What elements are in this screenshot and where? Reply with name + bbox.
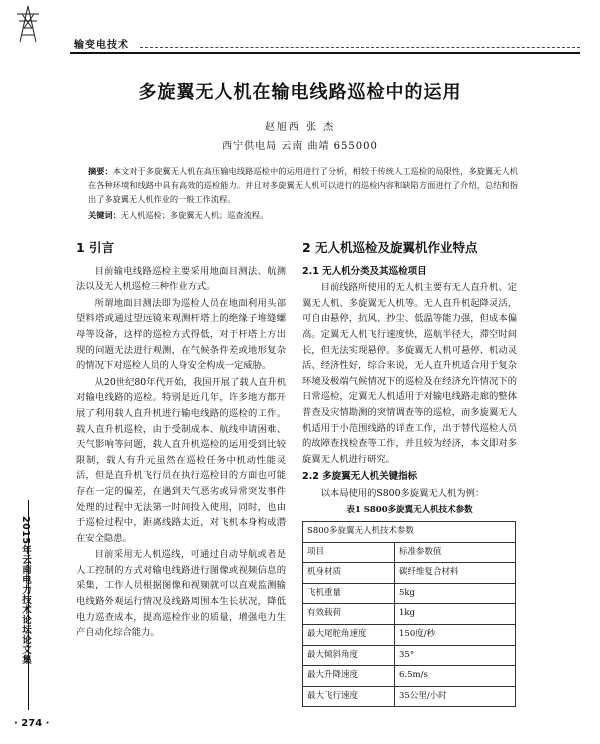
header-dashed-rule bbox=[140, 47, 580, 48]
table-row bbox=[303, 686, 516, 707]
table-cell: 有效载荷 bbox=[303, 604, 395, 625]
paper-title: 多旋翼无人机在输电线路巡检中的运用 bbox=[138, 82, 462, 103]
abstract-label: 摘要： bbox=[88, 166, 113, 176]
table-cell: 35公里/小时 bbox=[395, 686, 516, 707]
header-rule bbox=[70, 52, 580, 54]
subsection-2-2-heading: 2.2 多旋翼无人机关键指标 bbox=[302, 471, 418, 483]
keywords-label: 关键词： bbox=[88, 210, 121, 220]
section-1-paragraph: 所谓地面目测法即为巡检人员在地面利用头部望料塔或通过望远镜来观测杆塔上的绝缘子堆缝螺母等设备，这样的巡检方式得低，对于杆塔上方出现的问题无法进行观测，在气候条件差或地形复杂的情况下对巡检人员的人身安全构成一定威胁。 bbox=[76, 297, 286, 372]
subsection-2-1-heading: 2.1 无人机分类及其巡检项目 bbox=[302, 265, 427, 277]
table-header-cell: 标准参数值 bbox=[395, 542, 516, 563]
table-cell: 最大尾舵角速度 bbox=[303, 625, 395, 646]
table-cell: 150度/秒 bbox=[395, 625, 516, 646]
table-cell: 35° bbox=[395, 645, 516, 666]
table-header-cell: 项目 bbox=[303, 542, 395, 563]
table-cell: 碳纤维复合材料 bbox=[395, 563, 516, 584]
table-caption: 表1 S800多旋翼无人机技术参数 bbox=[346, 504, 473, 515]
left-column bbox=[76, 240, 286, 642]
section-1-heading: 1 引言 bbox=[76, 240, 115, 255]
keywords-text: 无人机巡检；多旋翼无人机；巡查流程。 bbox=[120, 210, 269, 220]
section-2-heading: 2 无人机巡检及旋翼机作业特点 bbox=[302, 240, 478, 255]
subsection-2-2-paragraph: 以本局使用的S800多旋翼无人机为例： bbox=[320, 487, 485, 499]
spec-table bbox=[302, 521, 516, 707]
table-row bbox=[303, 625, 516, 646]
table-row bbox=[303, 563, 516, 584]
table-title-row bbox=[303, 522, 516, 543]
transmission-tower-icon bbox=[14, 4, 42, 44]
page-number: · 274 · bbox=[14, 718, 50, 729]
abstract-text: 本文对于多旋翼无人机在高压输电线路巡检中的运用进行了分析，相较于传统人工巡检的局限性，多旋翼无人机在各种环境和线路中具有高效的巡检能力。并且对多旋翼无人机可以进行的巡检内容和缺陷方面进行了介绍，总结和指出了多旋翼无人机作业的一般工作流程。 bbox=[88, 166, 518, 204]
table-cell: 1kg bbox=[395, 604, 516, 625]
subsection-2-1-paragraph: 目前线路所使用的无人机主要有无人直升机、定翼无人机、多旋翼无人机等。无人直升机起降灵活，可自由悬停，抗风、抄尘、低温等能力强，但成本偏高。定翼无人机飞行速度快，巡航半径大，滞空时间长，但无法实现悬停。多旋翼无人机可悬停、机动灵活、经济性好，综合来说，无人直升机适合用于复杂环境及极端气候情况下的巡检及在经济允许情况下的日常巡检，定翼无人机适用于对输电线路走廊的整体普查及灾情勘测的突情调查等的巡检，而多旋翼无人机适用于小范围线路的详查工作，出于替代巡检人员的故障查找检查等工作，并且较为经济，本文即对多旋翼无人机进行研究。 bbox=[302, 282, 517, 465]
table-row bbox=[303, 604, 516, 625]
section-1-paragraph: 目前采用无人机巡线，可通过自动导航或者是人工控制的方式对输电线路进行图像或视频信息的采集，工作人员根据图像和视频就可以直观监测输电线路外观运行情况及线路周围本生长状况，降低电力巡查成本，提高巡检作业的质量，增强电力生产自动化综合能力。 bbox=[76, 549, 286, 639]
abstract bbox=[88, 164, 518, 206]
table-cell: 飞机重量 bbox=[303, 583, 395, 604]
keywords bbox=[88, 208, 518, 222]
table-row bbox=[303, 583, 516, 604]
table-cell: 最大倾斜角度 bbox=[303, 645, 395, 666]
table-row bbox=[303, 645, 516, 666]
paper-affiliation: 西宁供电局 云南 曲靖 655000 bbox=[222, 141, 378, 152]
table-cell: 5kg bbox=[395, 583, 516, 604]
right-column bbox=[302, 240, 517, 707]
journal-label: 输变电技术 bbox=[74, 40, 129, 51]
table-cell: 最大升降速度 bbox=[303, 666, 395, 687]
table-cell: 6.5m/s bbox=[395, 666, 516, 687]
proceedings-sidebar: 2015年云南电力技术论坛论文集 bbox=[20, 516, 31, 665]
table-row bbox=[303, 666, 516, 687]
section-1-paragraph: 从20世纪80年代开始，我国开展了载人直升机对输电线路的巡检。特别是近几年，许多地方都开展了利用载人直升机进行输电线路的巡检的工作。载人直升机巡检，由于受制成本、航线申请困难、天气影响等问题，载人直升机巡检的运用受到比较限制，载人有升元虽然在巡检任务中机动性能灵活，但是直升机飞行员在执行巡检目的方面也可能存在一定的偏差，在遇到天气恶劣或异常突发事件处理的过程中无法第一时间投入使用，同时，也由于巡检过程中，距离线路太近，对飞机本身构成潜在安全隐患。 bbox=[76, 376, 286, 544]
table-title: S800多旋翼无人机技术参数 bbox=[303, 522, 516, 543]
table-header-row bbox=[303, 542, 516, 563]
table-cell: 机身材质 bbox=[303, 563, 395, 584]
paper-authors: 赵旭西 张 杰 bbox=[264, 122, 336, 133]
section-1-paragraph: 目前输电线路巡检主要采用地面目测法、航测法以及无人机巡检三种作业方式。 bbox=[76, 265, 286, 293]
table-cell: 最大飞行速度 bbox=[303, 686, 395, 707]
